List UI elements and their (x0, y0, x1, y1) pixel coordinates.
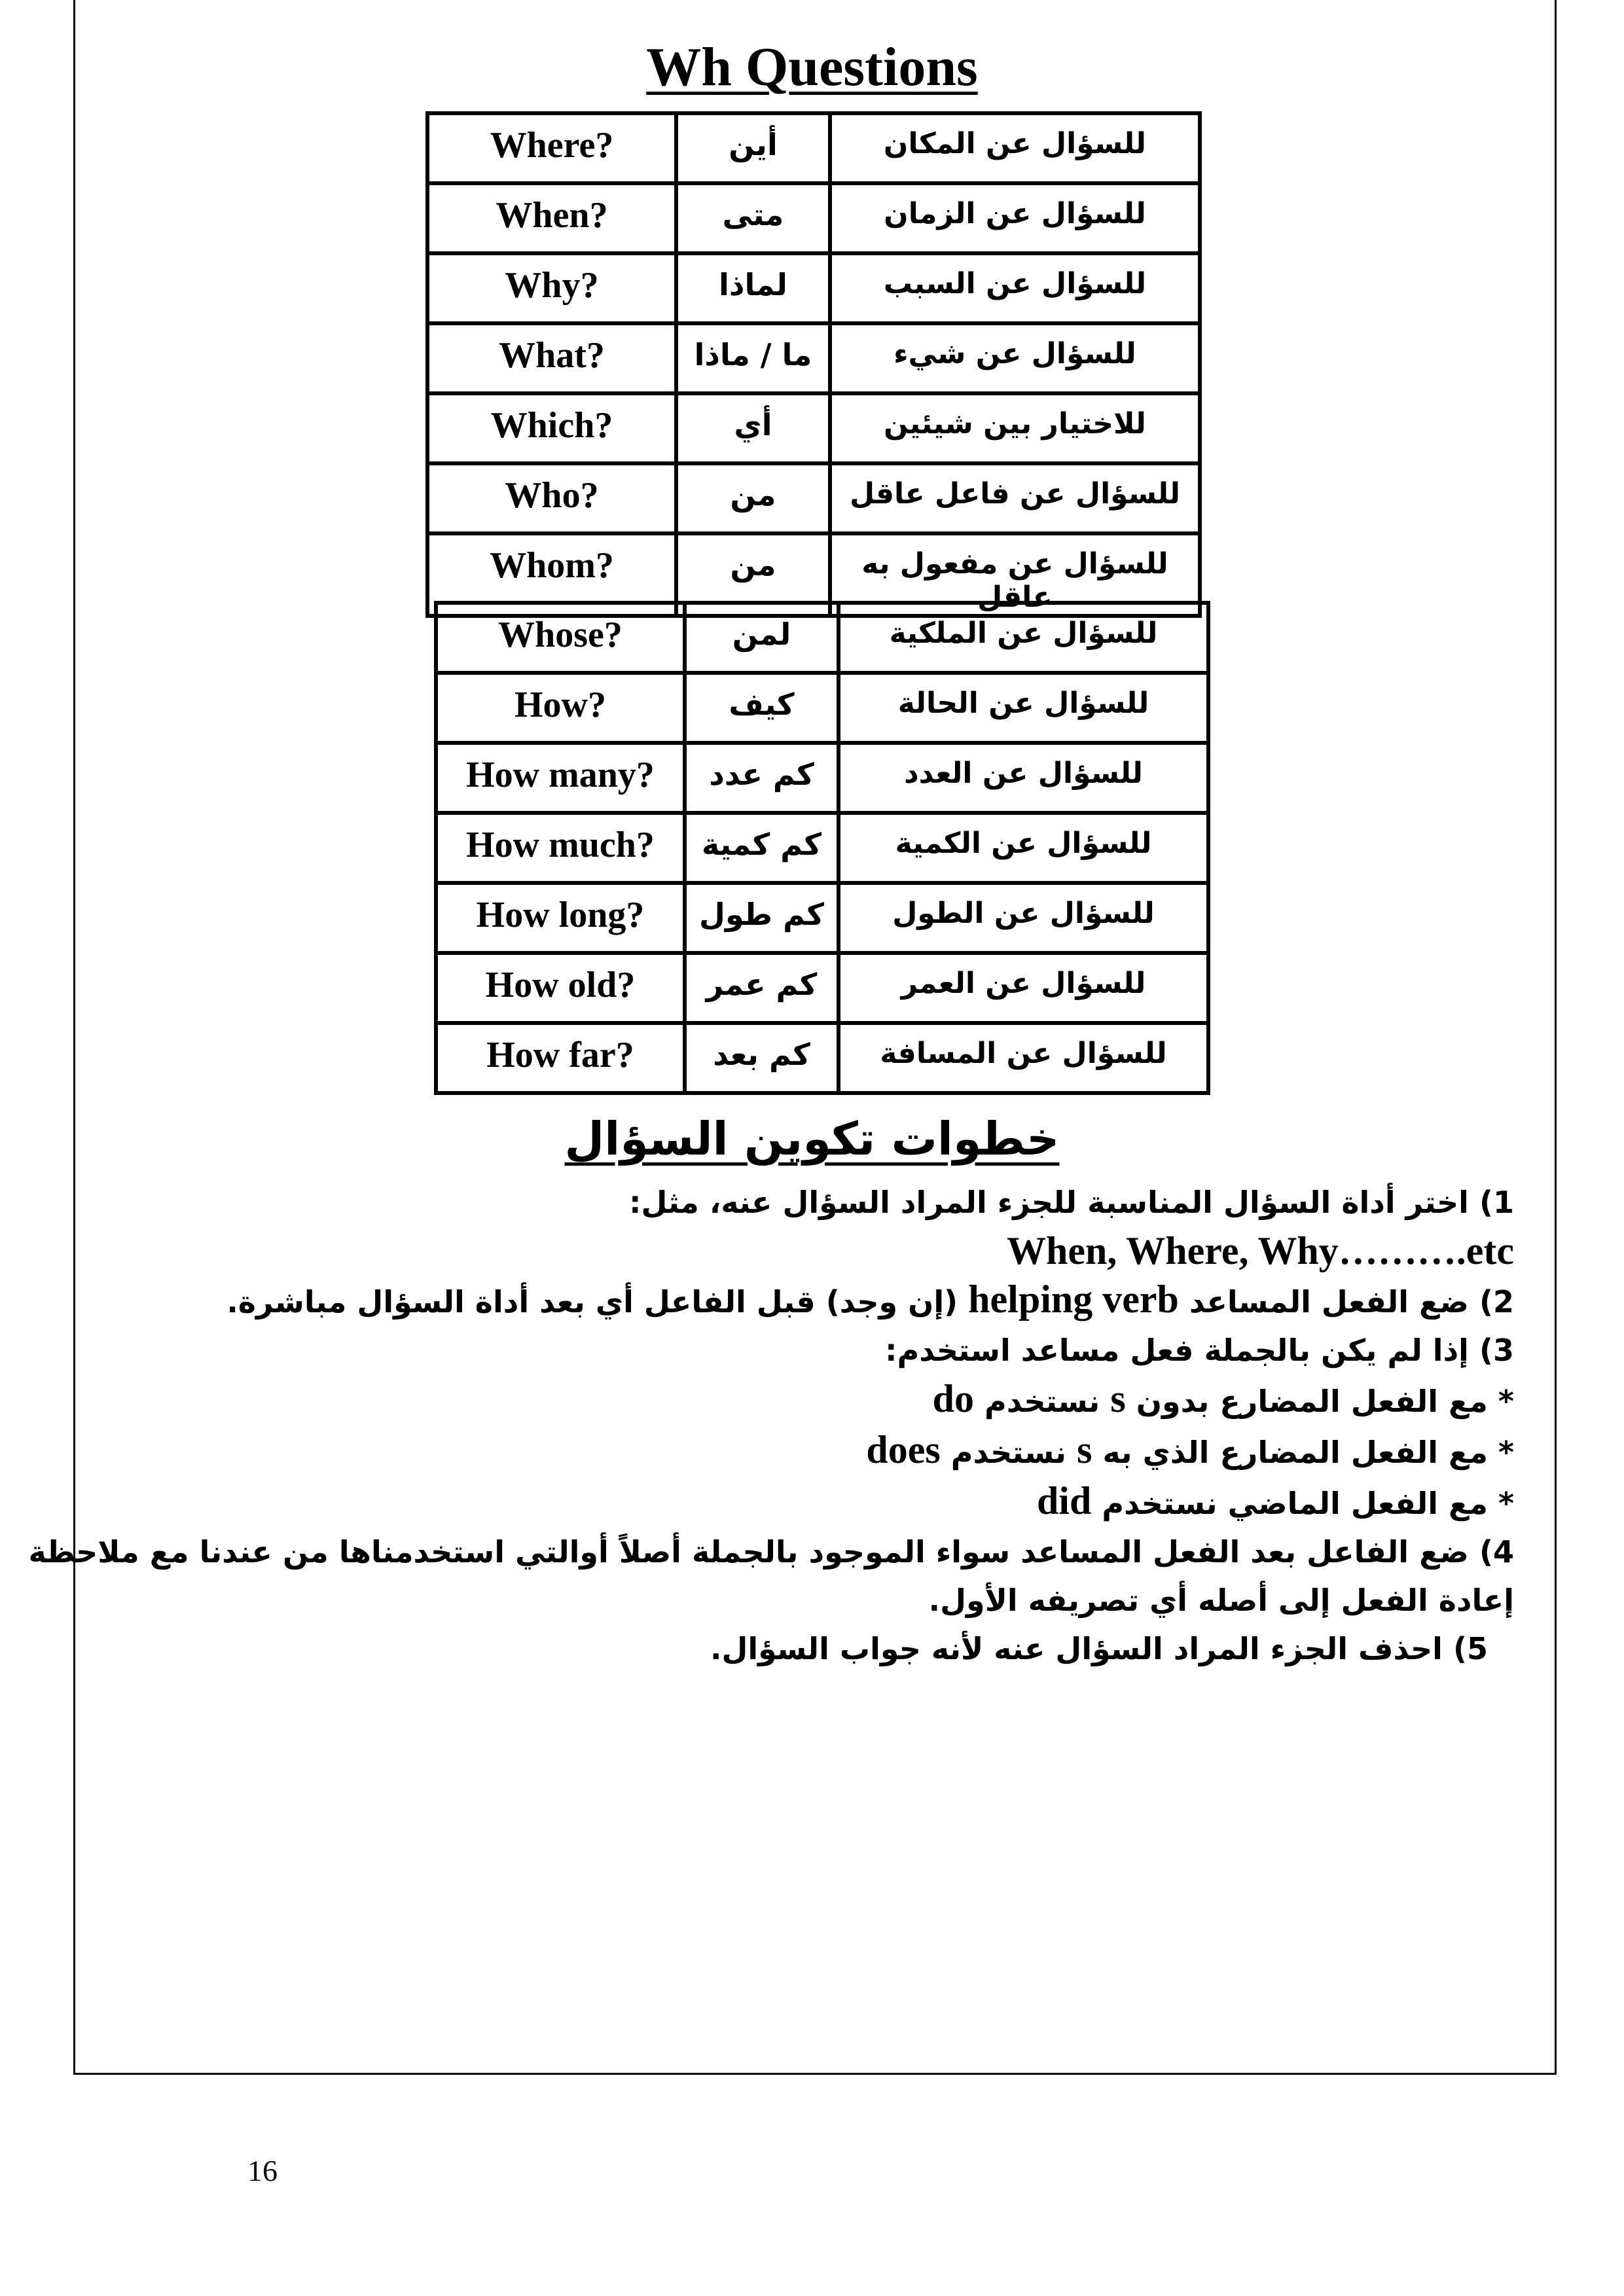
question-word-cell: How? (436, 673, 685, 743)
usage-cell: للسؤال عن فاعل عاقل (830, 463, 1200, 533)
bullet-does-s: s (1077, 1428, 1092, 1471)
arabic-meaning-cell: من (676, 463, 830, 533)
section-title (0, 1106, 1624, 1172)
arabic-meaning-cell: متى (676, 183, 830, 253)
question-word-cell: Whom? (427, 533, 676, 616)
question-word-cell: Which? (427, 393, 676, 463)
usage-cell: للسؤال عن مفعول به عاقل (830, 533, 1200, 616)
wh-table-top (425, 111, 1202, 618)
table-row (427, 183, 1200, 253)
table-row (427, 323, 1200, 393)
bullet-does-english: does (866, 1428, 941, 1471)
arabic-meaning-cell: لمن (685, 603, 839, 673)
step-5: 5) احذف الجزء المراد السؤال عنه لأنه جواب السؤال. (710, 1631, 1488, 1666)
arabic-meaning-cell: ما / ماذا (676, 323, 830, 393)
table-row (427, 393, 1200, 463)
arabic-meaning-cell: كيف (685, 673, 839, 743)
step-2-english: helping verb (968, 1278, 1179, 1321)
table-row (436, 603, 1208, 673)
page-number: 16 (247, 2154, 278, 2187)
arabic-meaning-cell: كم عمر (685, 953, 839, 1023)
question-word-cell: What? (427, 323, 676, 393)
step-4-line-1: 4) ضع الفاعل بعد الفعل المساعد سواء الموجود بالجملة أصلاً أوالتي استخدمناها من عندنا مع ملاحظة (28, 1534, 1514, 1570)
table-row (436, 673, 1208, 743)
section-title-text: خطوات تكوين السؤال (564, 1112, 1060, 1166)
question-word-cell: How far? (436, 1023, 685, 1093)
usage-cell: للسؤال عن الحالة (839, 673, 1208, 743)
table-row (427, 253, 1200, 323)
table-row (436, 743, 1208, 813)
usage-cell: للسؤال عن الملكية (839, 603, 1208, 673)
arabic-meaning-cell: أين (676, 113, 830, 183)
usage-cell: للسؤال عن المسافة (839, 1023, 1208, 1093)
table-row (436, 883, 1208, 953)
usage-cell: للسؤال عن شيء (830, 323, 1200, 393)
usage-cell: للسؤال عن السبب (830, 253, 1200, 323)
usage-cell: للسؤال عن الكمية (839, 813, 1208, 883)
arabic-meaning-cell: كم بعد (685, 1023, 839, 1093)
step-1-example (61, 1227, 1514, 1275)
page-title: Wh Questions (646, 37, 978, 98)
bullet-did-english: did (1036, 1479, 1092, 1522)
usage-cell: للسؤال عن المكان (830, 113, 1200, 183)
bullet-does-part-b: نستخدم (950, 1435, 1067, 1470)
step-2 (61, 1275, 1514, 1326)
table-row (427, 463, 1200, 533)
table-row (427, 113, 1200, 183)
step-1-example-text: When, Where, Why……….etc (1007, 1229, 1514, 1272)
usage-cell: للسؤال عن العدد (839, 743, 1208, 813)
question-word-cell: Whose? (436, 603, 685, 673)
arabic-meaning-cell: من (676, 533, 830, 616)
arabic-meaning-cell: كم عدد (685, 743, 839, 813)
usage-cell: للسؤال عن العمر (839, 953, 1208, 1023)
arabic-meaning-cell: كم طول (685, 883, 839, 953)
arabic-meaning-cell: كم كمية (685, 813, 839, 883)
question-word-cell: Who? (427, 463, 676, 533)
step-3-bullet-does (61, 1426, 1514, 1477)
table-row (436, 953, 1208, 1023)
bullet-did-part-a: * مع الفعل الماضي نستخدم (1102, 1486, 1514, 1521)
table-row (436, 813, 1208, 883)
bullet-do-part-a: * مع الفعل المضارع بدون (1136, 1384, 1514, 1419)
step-1: 1) اختر أداة السؤال المناسبة للجزء المراد السؤال عنه، مثل: (629, 1185, 1514, 1220)
wh-table-bottom (434, 601, 1210, 1095)
usage-cell: للاختيار بين شيئين (830, 393, 1200, 463)
step-3: 3) إذا لم يكن بالجملة فعل مساعد استخدم: (885, 1333, 1514, 1368)
question-word-cell: Where? (427, 113, 676, 183)
step-2-part-a: 2) ضع الفعل المساعد (1189, 1284, 1514, 1319)
question-word-cell: When? (427, 183, 676, 253)
bullet-does-part-a: * مع الفعل المضارع الذي به (1102, 1435, 1514, 1470)
step-4-line-2: إعادة الفعل إلى أصله أي تصريفه الأول. (928, 1583, 1514, 1618)
step-3-bullet-did (61, 1477, 1514, 1528)
question-word-cell: How old? (436, 953, 685, 1023)
table-row (436, 1023, 1208, 1093)
question-word-cell: How many? (436, 743, 685, 813)
step-2-part-b: (إن وجد) قبل الفاعل أي بعد أداة السؤال مباشرة. (226, 1284, 958, 1319)
question-word-cell: Why? (427, 253, 676, 323)
bullet-do-part-b: نستخدم (984, 1384, 1100, 1419)
step-3-bullet-do (61, 1374, 1514, 1426)
bullet-do-s: s (1110, 1377, 1126, 1420)
arabic-meaning-cell: أي (676, 393, 830, 463)
question-word-cell: How long? (436, 883, 685, 953)
arabic-meaning-cell: لماذا (676, 253, 830, 323)
bullet-do-english: do (932, 1377, 975, 1420)
question-steps (28, 1178, 1514, 1673)
question-word-cell: How much? (436, 813, 685, 883)
usage-cell: للسؤال عن الزمان (830, 183, 1200, 253)
usage-cell: للسؤال عن الطول (839, 883, 1208, 953)
